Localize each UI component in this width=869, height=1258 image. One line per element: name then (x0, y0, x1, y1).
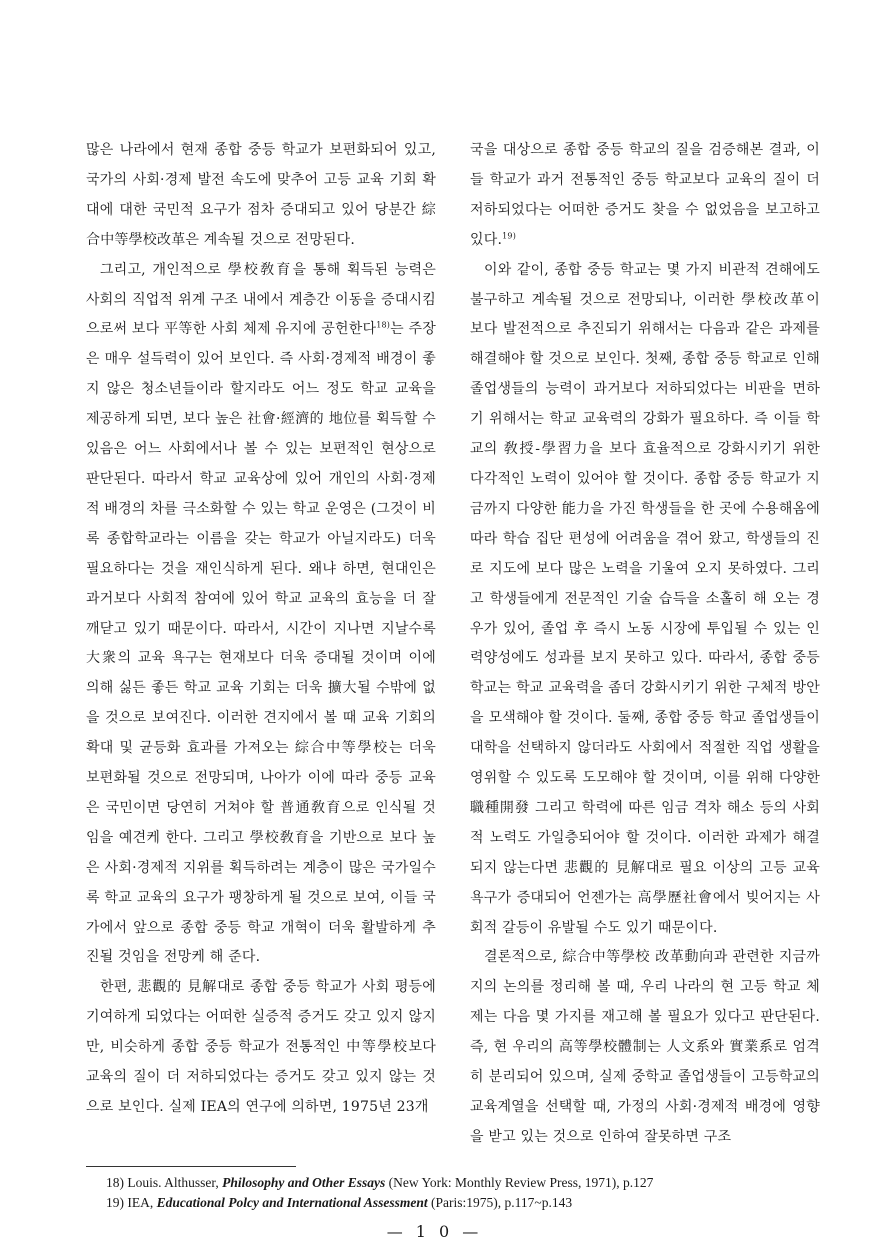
paragraph-text: 는 주장은 매우 설득력이 있어 보인다. 즉 사회·경제적 배경이 좋지 않은 청소년들이라 할지라도 어느 정도 학교 교육을 제공하게 되면, 보다 높은 社會·經濟的 地位를 획득할 수 있음은 어느 사회에서나 볼 수 있는 보편적인 현상으로 판단된다. 따라서 학교 교육상에 있어 개인의 사회·경제적 배경의 차를 극소화할 수 있는 학교 운영은 (그것이 비록 종합학교라는 이름을 갖는 학교가 아닐지라도) 더욱 필요하다는 것을 재인식하게 된다. 왜냐 하면, 현대인은 과거보다 사회적 참여에 있어 학교 교육의 효능을 더 잘 깨닫고 있기 때문이다. 따라서, 시간이 지나면 지날수록 大衆의 교육 욕구는 현재보다 더욱 증대될 것이며 이에 의해 싫든 좋든 학교 교육 기회는 더욱 擴大될 수밖에 없을 것으로 보여진다. 이러한 견지에서 볼 때 교육 기회의 확대 및 균등화 효과를 가져오는 綜合中等學校는 더욱 보편화될 것으로 전망되며, 나아가 이에 따라 중등 교육은 국민이면 당연히 거쳐야 할 普通敎育으로 인식될 것임을 예견케 한다. 그리고 學校敎育을 기반으로 보다 높은 사회·경제적 지위를 획득하려는 계층이 많은 국가일수록 학교 교육의 요구가 팽창하게 될 것으로 보여, 이들 국가에서 앞으로 종합 중등 학교 개혁이 더욱 활발하게 추진될 것임을 전망케 해 준다. (86, 321, 437, 966)
paragraph-text: 이와 같이, 종합 중등 학교는 몇 가지 비관적 견해에도 불구하고 계속될 것으로 전망되나, 이러한 學校改革이 보다 발전적으로 추진되기 위해서는 다음과 같은 과제를 해결해야 할 것으로 보인다. 첫째, 종합 중등 학교로 인해 졸업생들의 능력이 과거보다 저하되었다는 비판을 면하기 위해서는 학교 교육력의 강화가 필요하다. 즉 이들 학교의 敎授-學習力을 보다 효율적으로 강화시키기 위한 다각적인 노력이 있어야 할 것이다. 종합 중등 학교가 지금까지 다양한 能力을 가진 학생들을 한 곳에 수용해옴에 따라 학습 집단 편성에 어려움을 겪어 왔고, 학생들의 진로 지도에 보다 많은 노력을 기울여 오지 못하였다. 그리고 학생들에게 전문적인 기술 습득을 소홀히 해 오는 경우가 있어, 졸업 후 즉시 노동 시장에 투입될 수 있는 인력양성에도 성과를 보지 못하고 있다. 따라서, 종합 중등 학교는 학교 교육력을 좀더 강화시키기 위한 구체적 방안을 모색해야 할 것이다. 둘째, 종합 중등 학교 졸업생들이 대학을 선택하지 않더라도 사회에서 적절한 직업 생활을 영위할 수 있도록 도모해야 할 것이며, 이를 위해 다양한 職種開發 그리고 학력에 따른 임금 격차 해소 등의 사회적 노력도 가일층되어야 할 것이다. 이러한 과제가 해결되지 않는다면 悲觀的 見解대로 필요 이상의 고등 교육 욕구가 증대되어 언젠가는 高學歷社會에서 빚어지는 사회적 갈등이 유발될 수도 있기 때문이다. (470, 261, 820, 936)
paragraph (86, 256, 436, 974)
paragraph-text: 한편, 悲觀的 見解대로 종합 중등 학교가 사회 평등에 기여하게 되었다는 어떠한 실증적 증거도 갖고 있지 않지만, 비슷하게 종합 중등 학교가 전통적인 中等學校보다 교육의 질이 더 저하되었다는 증거도 갖고 있지 않는 것으로 보인다. 실제 IEA의 연구에 의하면, 1975년 23개 (86, 979, 436, 1115)
footnote-title: Educational Polcy and International Assessment (156, 1195, 428, 1210)
footnote-prefix: 18) Louis. Althusser, (106, 1175, 223, 1190)
paragraph-text: 국을 대상으로 종합 중등 학교의 질을 검증해본 결과, 이들 학교가 과거 전통적인 중등 학교보다 교육의 질이 더 저하되었다는 어떠한 증거도 찾을 수 없었음을 보고하고 있다. (470, 142, 820, 248)
paragraph-text: 결론적으로, 綜合中等學校 改革動向과 관련한 지금까지의 논의를 정리해 볼 때, 우리 나라의 현 고등 학교 체제는 다음 몇 가지를 재고해 볼 필요가 있다고 판단된다. 즉, 현 우리의 高等學校體制는 人文系와 實業系로 엄격히 분리되어 있으며, 실제 중학교 졸업생들이 고등학교의 교육계열을 선택할 때, 가정의 사회·경제적 배경에 영향을 받고 있는 것으로 인하여 잘못하면 구조 (470, 949, 820, 1145)
paragraph-text: 많은 나라에서 현재 종합 중등 학교가 보편화되어 있고, 국가의 사회·경제 발전 속도에 맞추어 고등 교육 기회 확대에 대한 국민적 요구가 점차 증대되고 있어 당분간 綜合中等學校改革은 계속될 것으로 전망된다. (86, 142, 436, 248)
paragraph-text: 그리고, 개인적으로 學校敎育을 통해 획득된 능력은 사회의 직업적 위계 구조 내에서 계층간 이동을 증대시킴으로써 보다 平等한 사회 체제 유지에 공헌한다 (86, 261, 436, 338)
footnote-prefix: 19) IEA, (106, 1195, 157, 1210)
left-column (86, 136, 436, 1123)
paragraph (470, 256, 820, 944)
footnote-18 (106, 1173, 846, 1193)
page-number: — 1 0 — (386, 1222, 483, 1241)
paragraph (470, 136, 820, 256)
footnote-title: Philosophy and Other Essays (222, 1175, 386, 1190)
footnote-ref: 18) (376, 320, 391, 330)
footnote-suffix: (Paris:1975), p.117~p.143 (427, 1195, 573, 1210)
footnote-19 (106, 1193, 846, 1213)
footnote-suffix: (New York: Monthly Review Press, 1971), p.127 (385, 1175, 654, 1190)
right-column (470, 136, 820, 1153)
paragraph (86, 136, 436, 256)
paragraph (86, 973, 436, 1123)
footnote-ref: 19) (502, 231, 517, 241)
footnote-divider (86, 1166, 296, 1167)
paragraph (470, 943, 820, 1152)
